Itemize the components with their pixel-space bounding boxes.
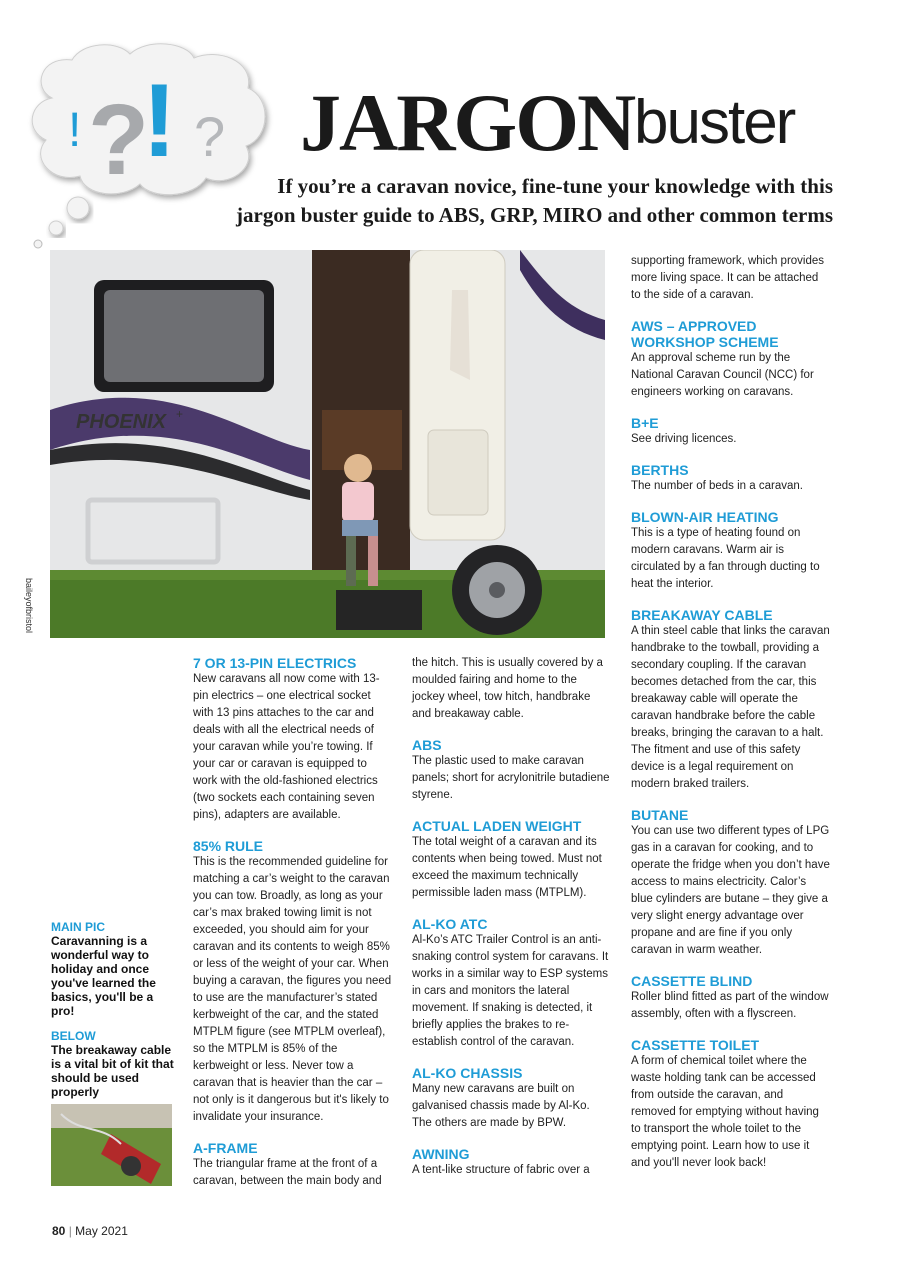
entry-awning (412, 1146, 612, 1179)
entry-body: See driving licences. (631, 433, 737, 445)
entry-a-frame (193, 1140, 393, 1190)
entry-body-continued: the hitch. This is usually covered by a moulded fairing and home to the jockey wheel, tow hitch, handbrake and breakaway cable. (412, 657, 603, 720)
entry-blown-air-heating (631, 509, 831, 593)
entry-body: The total weight of a caravan and its contents when being towed. Must not exceed the maximum technically permissible laden mass (MTPLM). (412, 836, 602, 899)
entry-aws (631, 318, 831, 401)
entry-title: BREAKAWAY CABLE (631, 607, 773, 623)
entry-body: A tent-like structure of fabric over a (412, 1164, 590, 1176)
column-2 (412, 655, 612, 1179)
entry-title: BLOWN-AIR HEATING (631, 509, 779, 525)
page-title-suffix: buster (634, 88, 795, 157)
entry-title: A-FRAME (193, 1140, 258, 1156)
entry-85-rule (193, 838, 393, 1126)
caption-label: MAIN PIC (51, 920, 105, 934)
entry-title: AL-KO ATC (412, 916, 488, 932)
entry-title: B+E (631, 415, 659, 431)
svg-text:?: ? (88, 84, 150, 196)
entry-actual-laden-weight (412, 818, 612, 902)
entry-body: A thin steel cable that links the caravan handbrake to the towball, providing a secondary coupling. If the caravan becomes detached from the car, this breakaway cable will operate the caravan handbrake before the cable breaks, bringing the caravan to a halt. The fitment and use of this safety device is a legal requirement on modern braked trailers. (631, 625, 830, 790)
entry-title: 85% RULE (193, 838, 264, 854)
issue-date: May 2021 (75, 1224, 128, 1238)
entry-7-or-13-pin-electrics (193, 655, 393, 824)
entry-berths (631, 462, 831, 495)
caption-text: The breakaway cable is a vital bit of kit that should be used properly (51, 1043, 174, 1099)
entry-body-continued: supporting framework, which provides more living space. It can be attached to the side of a caravan. (631, 255, 825, 301)
entry-al-ko-atc (412, 916, 612, 1051)
entry-title: BERTHS (631, 462, 689, 478)
entry-body: Al-Ko’s ATC Trailer Control is an anti-snaking control system for caravans. It works in a similar way to ESP systems in cars and monitors the lateral movement. If snaking is detected, it briefly applies the brakes to re-establish control of the caravan. (412, 934, 609, 1048)
svg-text:!: ! (68, 104, 82, 157)
caravan-brand-mark: + (176, 407, 184, 421)
entry-abs (412, 737, 612, 804)
entry-body: An approval scheme run by the National Caravan Council (NCC) for engineers working on caravans. (631, 352, 814, 398)
column-3 (631, 253, 831, 1172)
entry-title-line-1: AWS – APPROVED (631, 318, 757, 334)
entry-title: AL-KO CHASSIS (412, 1065, 523, 1081)
entry-body: New caravans all now come with 13-pin electrics – one electrical socket with 13 pins attaches to the car and deals with all the electrical needs of your caravan while you’re towing. If your car or caravan is equipped to work with the old-fashioned electrics (two sockets each containing seven pins), adapters are available. (193, 673, 380, 821)
subtitle-line-1: If you’re a caravan novice, fine-tune your knowledge with this (277, 174, 833, 198)
entry-body: The triangular frame at the front of a caravan, between the main body and (193, 1158, 382, 1187)
entry-title: CASSETTE TOILET (631, 1037, 760, 1053)
entry-title: 7 OR 13-PIN ELECTRICS (193, 655, 357, 671)
entry-cassette-toilet (631, 1037, 831, 1172)
entry-body: Roller blind fitted as part of the window assembly, often with a flyscreen. (631, 991, 829, 1020)
svg-text:!: ! (142, 63, 177, 179)
entry-body: A form of chemical toilet where the waste holding tank can be accessed from outside the caravan, and removed for emptying without having to transport the whole toilet to the emptying point. Learn how to use it and you'll never look back! (631, 1055, 819, 1169)
entry-body: The number of beds in a caravan. (631, 480, 803, 492)
breakaway-cable-photo (51, 1104, 172, 1186)
page-footer (52, 1224, 128, 1238)
photo-credit: baileyofbristol (24, 578, 34, 634)
entry-body: This is the recommended guideline for matching a car’s weight to the caravan you can tow. Broadly, as long as your car’s max braked towing limit is not exceeded, you should aim for your caravan and its contents to weigh 85% or less of the weight of your car. When buying a caravan, the figures you need to use are the manufacturer’s stated kerbweight of the car, and the stated MTPLM figure (see MTPLM overleaf), so the MTPLM is 85% of the kerbweight or less. Never tow a caravan that is heavier than the car – not only is it dangerous but it's likely to invalidate your insurance. (193, 856, 392, 1123)
caption-label: BELOW (51, 1029, 96, 1043)
entry-butane (631, 807, 831, 959)
svg-text:?: ? (194, 105, 226, 168)
entry-b-plus-e (631, 415, 831, 448)
entry-body: Many new caravans are built on galvanised chassis made by Al-Ko. The others are made by BPW. (412, 1083, 590, 1129)
entry-title: AWNING (412, 1146, 470, 1162)
entry-body: The plastic used to make caravan panels; short for acrylonitrile butadiene styrene. (412, 755, 610, 801)
caption-main-pic (51, 920, 179, 1018)
entry-title: ACTUAL LADEN WEIGHT (412, 818, 582, 834)
entry-title-line-2: WORKSHOP SCHEME (631, 334, 779, 350)
main-photo (50, 250, 605, 638)
caption-text: Caravanning is a wonderful way to holiday and once you've learned the basics, you'll be a pro! (51, 934, 156, 1018)
entry-title: CASSETTE BLIND (631, 973, 753, 989)
entry-cassette-blind (631, 973, 831, 1023)
entry-body: You can use two different types of LPG gas in a caravan for cooking, and to operate the fridge when you don’t have access to mains electricity. Calor’s blue cylinders are butane – they give a very slight energy advantage over propane and are fine if you only caravan in warm weather. (631, 825, 830, 956)
entry-breakaway-cable (631, 607, 831, 793)
entry-title: BUTANE (631, 807, 689, 823)
footer-separator: | (68, 1224, 72, 1238)
subtitle-line-2: jargon buster guide to ABS, GRP, MIRO and other common terms (236, 203, 833, 227)
entry-al-ko-chassis (412, 1065, 612, 1132)
page-number: 80 (52, 1224, 66, 1238)
page-title: JARGON (300, 77, 635, 168)
caption-below (51, 1029, 179, 1099)
entry-body: This is a type of heating found on modern caravans. Warm air is circulated by a fan through ducting to heat the interior. (631, 527, 820, 590)
caravan-brand-text: PHOENIX (76, 411, 167, 433)
column-1 (193, 655, 393, 1190)
entry-title: ABS (412, 737, 442, 753)
